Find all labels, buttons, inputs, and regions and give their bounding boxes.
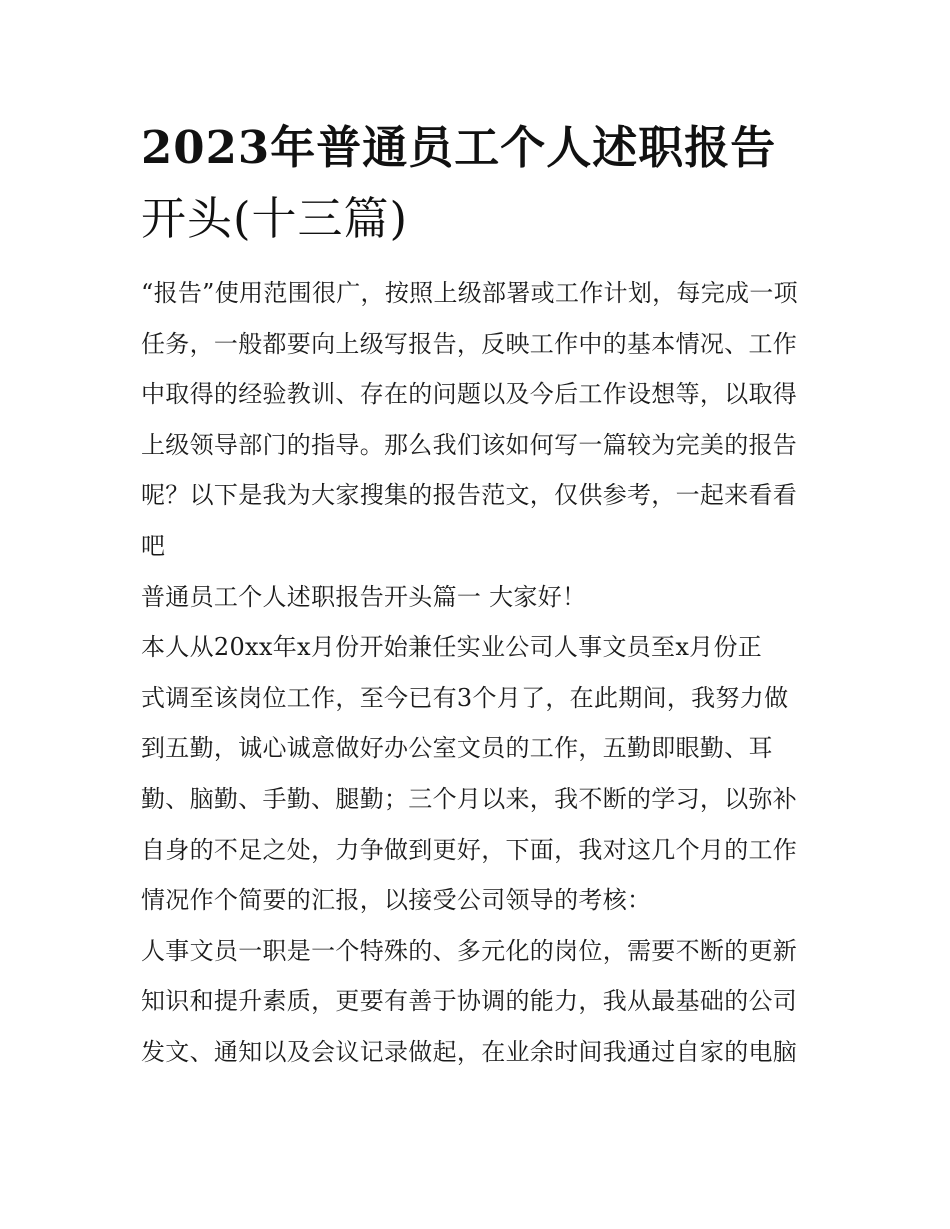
- text-line: 任务，一般都要向上级写报告，反映工作中的基本情况、工作: [141, 329, 798, 358]
- document-title: [141, 112, 811, 254]
- text-line: 知识和提升素质，更要有善于协调的能力，我从最基础的公司: [141, 987, 798, 1016]
- text-line: 自身的不足之处，力争做到更好，下面，我对这几个月的工作: [141, 835, 798, 864]
- paragraph-greeting: [141, 572, 811, 623]
- text-line: 中取得的经验教训、存在的问题以及今后工作设想等，以取得: [141, 380, 798, 409]
- title-line-2: 开头(十三篇): [141, 192, 409, 245]
- title-line-1: 2023年普通员工个人述职报告: [141, 121, 777, 174]
- document-content: [141, 112, 811, 1078]
- text-line: 吧: [141, 531, 166, 560]
- text-line: 式调至该岗位工作，至今已有3个月了，在此期间，我努力做: [141, 683, 789, 712]
- text-line: 呢？以下是我为大家搜集的报告范文，仅供参考，一起来看看: [141, 481, 798, 510]
- text-line: 发文、通知以及会议记录做起，在业余时间我通过自家的电脑: [141, 1037, 798, 1066]
- text-line: “报告”使用范围很广，按照上级部署或工作计划，每完成一项: [141, 279, 798, 307]
- text-line: 上级领导部门的指导。那么我们该如何写一篇较为完美的报告: [141, 430, 798, 459]
- text-line: 本人从20xx年x月份开始兼任实业公司人事文员至x月份正: [141, 633, 763, 662]
- text-line: 情况作个简要的汇报，以接受公司领导的考核：: [141, 886, 652, 915]
- text-line: 人事文员一职是一个特殊的、多元化的岗位，需要不断的更新: [141, 936, 798, 965]
- text-line: 勤、脑勤、手勤、腿勤；三个月以来，我不断的学习，以弥补: [141, 784, 798, 813]
- paragraph-role-description: [141, 926, 811, 1078]
- text-line: 到五勤，诚心诚意做好办公室文员的工作，五勤即眼勤、耳: [141, 734, 773, 763]
- paragraph-intro-work: [141, 622, 811, 926]
- paragraph-intro: [141, 268, 811, 572]
- text-line: 普通员工个人述职报告开头篇一 大家好！: [141, 582, 587, 611]
